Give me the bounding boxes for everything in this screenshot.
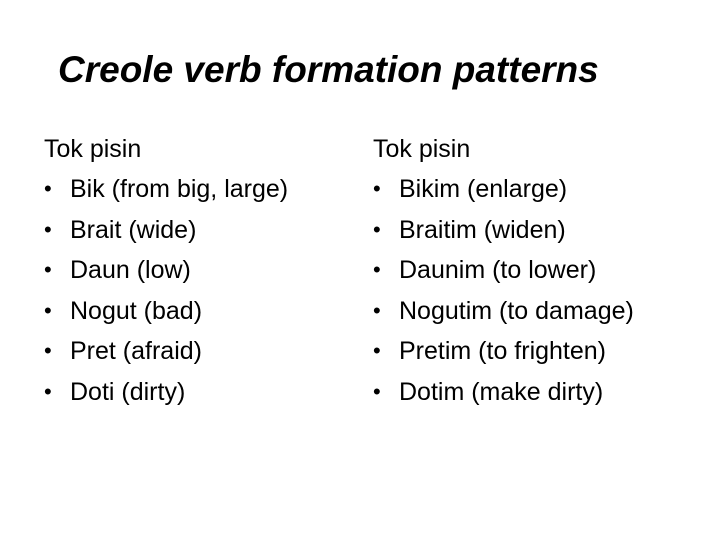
bullet-icon: • [373,297,381,323]
list-item-text: Nogut (bad) [70,296,203,325]
bullet-icon: • [373,176,381,201]
list-item-text: Braitim (widen) [399,215,566,244]
bullet-icon: • [44,338,52,363]
bullet-icon: • [373,338,381,363]
list-item [44,293,374,334]
list-item [373,333,703,374]
list-item [44,171,374,212]
bullet-icon: • [44,297,52,323]
bullet-icon: • [373,216,381,242]
bullet-icon: • [373,378,381,404]
list-item [373,293,703,334]
slide-title: Creole verb formation patterns [58,49,599,90]
bullet-icon: • [44,216,52,242]
list-item [44,333,374,374]
bullet-icon: • [373,257,381,282]
list-item-text: Daun (low) [70,256,191,284]
left-column [44,131,374,414]
list-item-text: Nogutim (to damage) [399,296,634,325]
left-bullet-list [44,171,374,414]
list-item [44,212,374,253]
list-item [373,171,703,212]
list-item [373,212,703,253]
list-item [373,374,703,415]
list-item-text: Brait (wide) [70,215,197,244]
left-column-heading: Tok pisin [44,135,142,163]
right-bullet-list [373,171,703,414]
list-item [373,252,703,293]
list-item-text: Dotim (make dirty) [399,377,604,406]
right-column [373,131,703,414]
right-column-heading: Tok pisin [373,135,471,163]
list-item-text: Pretim (to frighten) [399,337,607,365]
list-item-text: Bikim (enlarge) [399,175,568,203]
list-item-text: Daunim (to lower) [399,256,597,284]
list-item-text: Doti (dirty) [70,377,186,406]
list-item [44,252,374,293]
bullet-icon: • [44,176,52,201]
list-item-text: Pret (afraid) [70,337,202,365]
list-item-text: Bik (from big, large) [70,175,289,203]
bullet-icon: • [44,257,52,282]
list-item [44,374,374,415]
bullet-icon: • [44,378,52,404]
